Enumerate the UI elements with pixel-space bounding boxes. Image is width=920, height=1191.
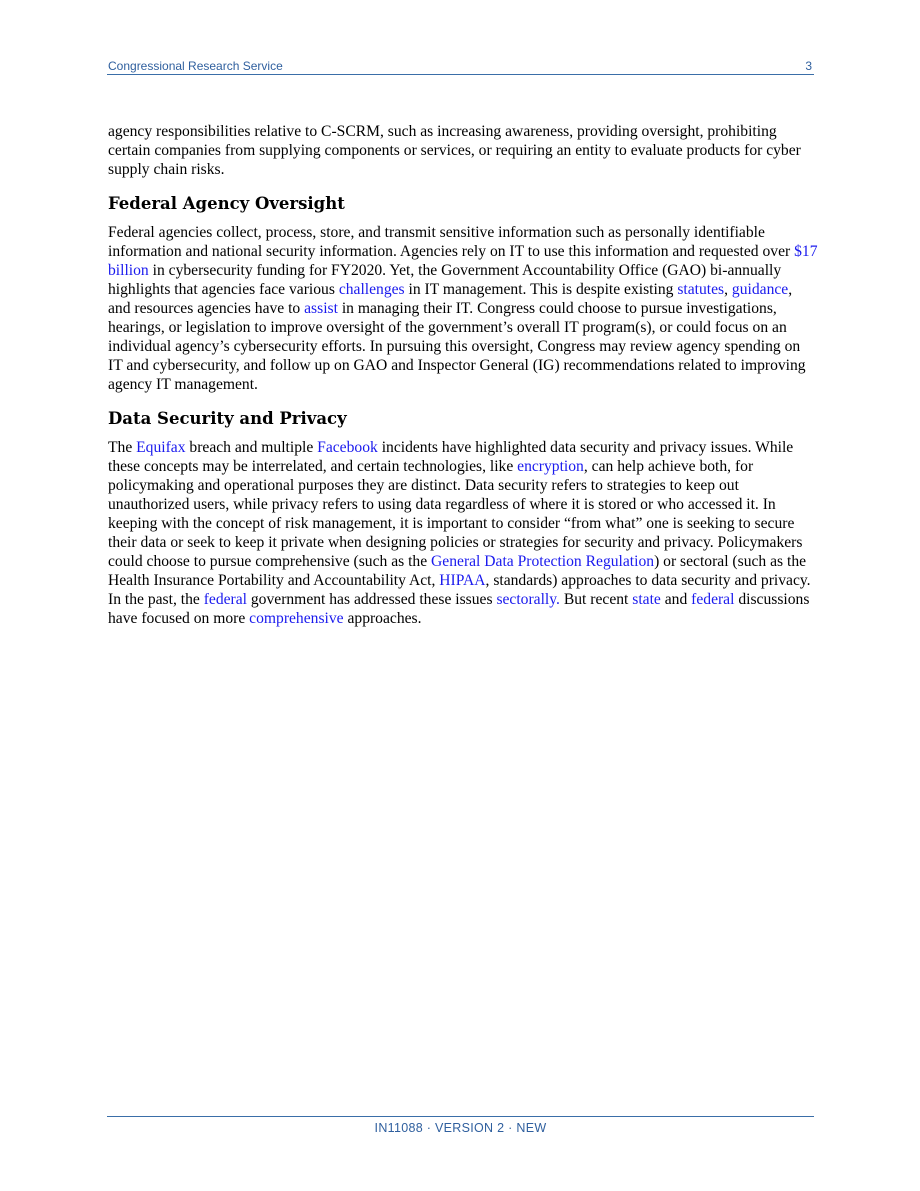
document-body: [108, 122, 818, 628]
link-facebook[interactable]: Facebook: [317, 439, 378, 456]
text-run: ,: [724, 281, 732, 298]
text-run: breach and multiple: [185, 439, 318, 456]
link-17-billion[interactable]: $17 billion: [108, 243, 818, 279]
link-federal[interactable]: federal: [203, 591, 247, 608]
text-run: incidents have highlighted data security and privacy issues. While these concepts may be interrelated, and certain technologies, like: [108, 439, 794, 475]
text-run: in IT management. This is despite existing: [404, 281, 678, 298]
header-org-name: Congressional Research Service: [108, 59, 283, 73]
privacy-paragraph: [108, 438, 818, 628]
page-number: 3: [805, 59, 812, 73]
text-run: Federal agencies collect, process, store, and transmit sensitive information such as personally identifiable information and national security information. Agencies rely on IT to use this information and requested over: [108, 224, 795, 260]
link-encryption[interactable]: encryption: [517, 458, 584, 475]
link-state[interactable]: state: [632, 591, 661, 608]
link-assist[interactable]: assist: [304, 300, 338, 317]
heading-federal-agency-oversight: Federal Agency Oversight: [108, 194, 345, 213]
intro-paragraph: [108, 122, 818, 179]
link-guidance[interactable]: guidance: [731, 281, 789, 298]
link-challenges[interactable]: challenges: [338, 281, 405, 298]
text-run: in managing their IT. Congress could choose to pursue investigations, hearings, or legislation to improve oversight of the government’s overall IT program(s), or could focus on an individual agency’s cybersecurity efforts. In pursuing this oversight, Congress may review agency spending on IT and cybersecurity, and follow up on GAO and Inspector General (IG) recommendations related to improving agency IT management.: [108, 300, 806, 393]
link-statutes[interactable]: statutes: [677, 281, 725, 298]
text-run: approaches.: [343, 610, 422, 627]
link-sectorally[interactable]: sectorally.: [496, 591, 560, 608]
text-run: and: [660, 591, 692, 608]
text-run: discussions have focused on more: [108, 591, 810, 627]
text-run: government has addressed these issues: [246, 591, 497, 608]
text-run: ) or sectoral (such as the Health Insurance Portability and Accountability Act,: [108, 553, 807, 589]
link-federal-2[interactable]: federal: [691, 591, 735, 608]
text-run: , and resources agencies have to: [108, 281, 793, 317]
oversight-paragraph: [108, 223, 818, 394]
link-gdpr[interactable]: General Data Protection Regulation: [431, 553, 655, 570]
text-run: But recent: [559, 591, 633, 608]
text-run: , can help achieve both, for policymaking and operational purposes they are distinct. Data security refers to strategies to keep out unauthorized users, while privacy refers to using data regardless of where it is stored or who accessed it. In keeping with the concept of risk management, it is important to consider “from what” one is seeking to secure their data or seek to keep it private when designing policies or strategies for security and privacy. Policymakers could choose to pursue comprehensive (such as the: [108, 458, 803, 570]
text-run: , standards) approaches to data security and privacy. In the past, the: [108, 572, 811, 608]
page-footer: [107, 1116, 814, 1135]
document-id: IN11088 · VERSION 2 · NEW: [374, 1121, 547, 1135]
link-comprehensive[interactable]: comprehensive: [249, 610, 344, 627]
text-run: The: [108, 439, 137, 456]
link-hipaa[interactable]: HIPAA: [439, 572, 486, 589]
heading-data-security-privacy: Data Security and Privacy: [108, 409, 347, 428]
link-equifax[interactable]: Equifax: [136, 439, 186, 456]
text-run: in cybersecurity funding for FY2020. Yet, the Government Accountability Office (GAO) bi-annually highlights that agencies face various: [108, 262, 782, 298]
page-header: [107, 58, 814, 75]
intro-text: agency responsibilities relative to C-SCRM, such as increasing awareness, providing oversight, prohibiting certain companies from supplying components or services, or requiring an entity to evaluate products for cyber supply chain risks.: [108, 123, 801, 178]
